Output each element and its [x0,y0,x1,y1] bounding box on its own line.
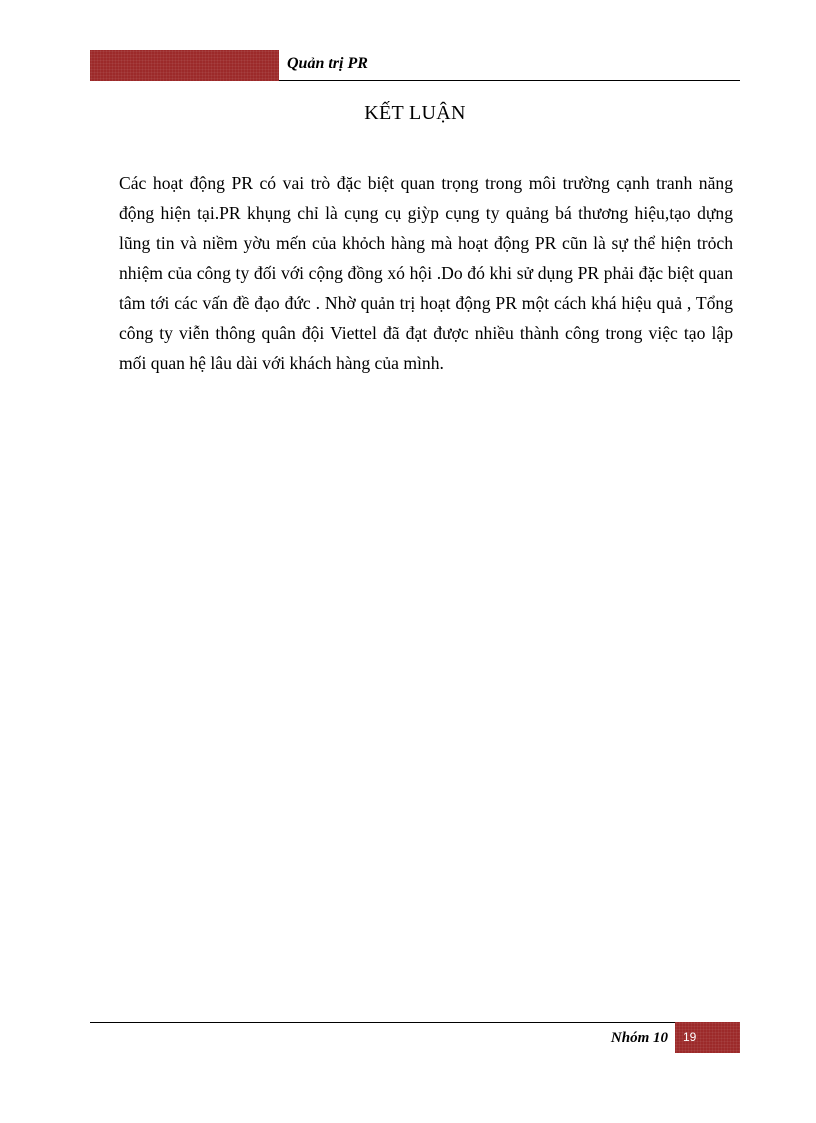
page-title: KẾT LUẬN [364,102,466,124]
header-divider [279,80,740,81]
header-accent-bar [90,50,279,81]
conclusion-paragraph: Các hoạt động PR có vai trò đặc biệt quan trọng trong môi trường cạnh tranh năng động hiện tại.PR khụng chỉ là cụng cụ giỳp cụng ty quảng bá thương hiệu,tạo dựng lũng tin và niềm yờu mến của khỏch hàng mà hoạt động PR cũn là sự thể hiện trỏch nhiệm của công ty đối với cộng đồng xó hội .Do đó khi sử dụng PR phải đặc biệt quan tâm tới các vấn đề đạo đức . Nhờ quản trị hoạt động PR một cách khá hiệu quả , Tổng công ty viễn thông quân đội Viettel đã đạt được nhiều thành công trong việc tạo lập mối quan hệ lâu dài với khách hàng của mình. [119,173,733,373]
page-number: 19 [683,1030,697,1044]
footer-page-box [675,1022,740,1053]
header-title: Quản trị PR [287,55,368,72]
footer-divider [90,1022,675,1023]
footer-group-label: Nhóm 10 [610,1030,668,1046]
